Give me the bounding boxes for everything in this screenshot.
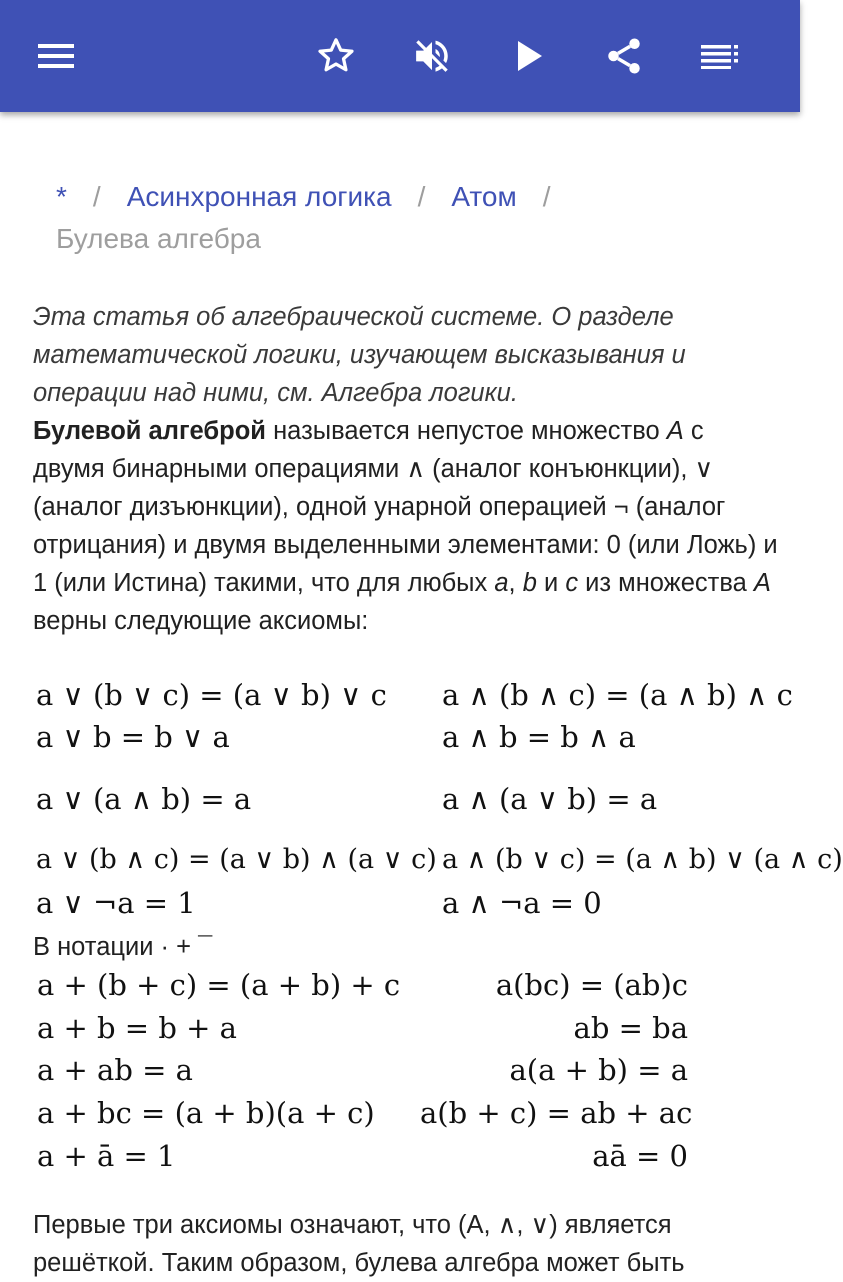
breadcrumb — [56, 176, 756, 260]
notation-right-4: a(b + c) = ab + ac — [420, 1096, 693, 1130]
menu-button[interactable] — [28, 28, 84, 84]
notation-left-4: a + bc = (a + b)(a + c) — [37, 1096, 375, 1130]
star-outline-icon — [314, 34, 358, 78]
mute-button[interactable] — [404, 28, 460, 84]
variable-b: b — [522, 569, 537, 597]
axiom-right-2: a ∧ b = b ∧ a — [442, 720, 636, 754]
notation-left-2: a + b = b + a — [37, 1011, 237, 1045]
definition-text: с двумя бинарными операциями ∧ (аналог конъюнкции), ∨ (аналог дизъюнкции), одной унарной операцией ¬ (аналог отрицания) и двумя выделенными элементами: 0 (или Ложь) и 1 (или Истина) такими, что для любых — [33, 417, 778, 597]
notation-right-2: ab = ba — [573, 1011, 688, 1045]
breadcrumb-link-home[interactable]: * — [56, 181, 67, 212]
definition-term: Булевой алгеброй — [33, 417, 266, 445]
notation-left-5: a + ā = 1 — [37, 1139, 176, 1173]
axiom-right-4: a ∧ (b ∨ c) = (a ∧ b) ∨ (a ∧ c) — [442, 844, 843, 875]
axiom-left-5: a ∨ ¬a = 1 — [36, 886, 196, 920]
share-icon — [603, 35, 645, 77]
axiom-left-4: a ∨ (b ∧ c) = (a ∨ b) ∧ (a ∨ c) — [36, 844, 437, 875]
article-paragraph: Первые три аксиомы означают, что (A, ∧, ∨) является решёткой. Таким образом, булева алгебра может быть — [33, 1211, 685, 1277]
notation-label: В нотации · + ¯ — [33, 933, 213, 961]
play-button[interactable] — [502, 28, 558, 84]
notation-right-1: a(bc) = (ab)c — [495, 968, 688, 1002]
breadcrumb-separator: / — [92, 181, 101, 212]
axiom-left-2: a ∨ b = b ∨ a — [36, 720, 230, 754]
axiom-left-1: a ∨ (b ∨ c) = (a ∨ b) ∨ c — [36, 678, 387, 712]
app-toolbar — [0, 0, 800, 112]
variable-c: c — [565, 569, 579, 597]
definition-text: из множества — [578, 569, 754, 597]
variable-A: A — [753, 569, 771, 597]
axiom-left-3: a ∨ (a ∧ b) = a — [36, 782, 252, 816]
article-definition — [33, 412, 778, 640]
breadcrumb-link-atom[interactable]: Атом — [451, 181, 517, 212]
axiom-right-1: a ∧ (b ∧ c) = (a ∧ b) ∧ c — [442, 678, 793, 712]
definition-text: , — [508, 569, 523, 597]
notation-left-3: a + ab = a — [37, 1053, 193, 1087]
axiom-right-3: a ∧ (a ∨ b) = a — [442, 782, 658, 816]
notation-left-1: a + (b + c) = (a + b) + c — [37, 968, 401, 1002]
toc-list-icon — [700, 42, 740, 70]
share-button[interactable] — [596, 28, 652, 84]
article-hatnote: Эта статья об алгебраической системе. О разделе математической логики, изучающем высказывания и операции над ними, см. Алгебра логики. — [33, 303, 686, 407]
definition-text: называется непустое множество — [266, 417, 667, 445]
variable-a: a — [494, 569, 509, 597]
volume-off-icon — [411, 35, 453, 77]
breadcrumb-current: Булева алгебра — [56, 223, 261, 254]
breadcrumb-separator: / — [542, 181, 551, 212]
favorite-button[interactable] — [308, 28, 364, 84]
variable-A: A — [666, 417, 684, 445]
axiom-right-5: a ∧ ¬a = 0 — [442, 886, 602, 920]
contents-button[interactable] — [692, 28, 748, 84]
breadcrumb-separator: / — [417, 181, 426, 212]
notation-right-3: a(a + b) = a — [509, 1053, 688, 1087]
definition-text: верны следующие аксиомы: — [33, 607, 369, 635]
breadcrumb-link-async-logic[interactable]: Асинхронная логика — [126, 181, 392, 212]
definition-text: и — [536, 569, 566, 597]
notation-right-5: aā = 0 — [592, 1139, 688, 1173]
play-icon — [514, 38, 546, 74]
hamburger-menu-icon — [36, 41, 76, 71]
